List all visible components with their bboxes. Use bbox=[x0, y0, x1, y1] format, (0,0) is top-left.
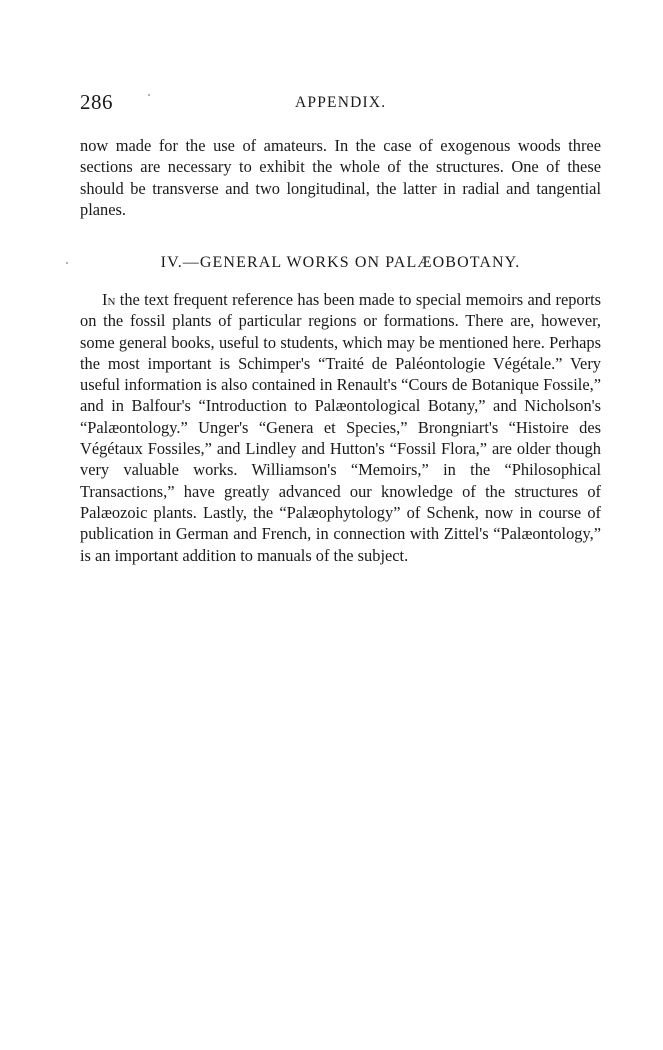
paragraph-general-works bbox=[80, 289, 601, 566]
paragraph-continued: now made for the use of amateurs. In the case of exogenous woods three sections are necessary to exhibit the whole of the structures. One of these should be transverse and two longitudinal, the latter in radial and tangential planes. bbox=[80, 136, 601, 219]
print-speck bbox=[148, 94, 150, 96]
paragraph-body-text: the text frequent reference has been made to special memoirs and reports on the fossil plants of particular regions or formations. There are, however, some general books, useful to students, which may be mentioned here. Perhaps the most important is Schimper's “Traité de Paléontologie Végétale.” Very useful information is also contained in Renault's “Cours de Botanique Fossile,” and in Balfour's “Introduction to Palæontological Botany,” and Nicholson's “Palæontology.” Unger's “Genera et Species,” Brongniart's “Histoire des Végétaux Fossiles,” and Lindley and Hutton's “Fossil Flora,” are older though very valuable works. Williamson's “Memoirs,” in the “Philosophical Transactions,” have greatly advanced our knowledge of the structures of Palæozoic plants. Lastly, the “Palæophytology” of Schenk, now in course of publication in German and French, in connection with Zittel's “Palæontology,” is an important addition to manuals of the subject. bbox=[80, 290, 601, 565]
page-header bbox=[80, 90, 600, 118]
page-number: 286 bbox=[80, 90, 113, 114]
print-speck bbox=[66, 262, 68, 264]
section-heading: IV.—GENERAL WORKS ON PALÆOBOTANY. bbox=[160, 254, 521, 271]
paragraph-lead-word: In bbox=[102, 290, 116, 309]
running-head: APPENDIX. bbox=[295, 94, 387, 111]
